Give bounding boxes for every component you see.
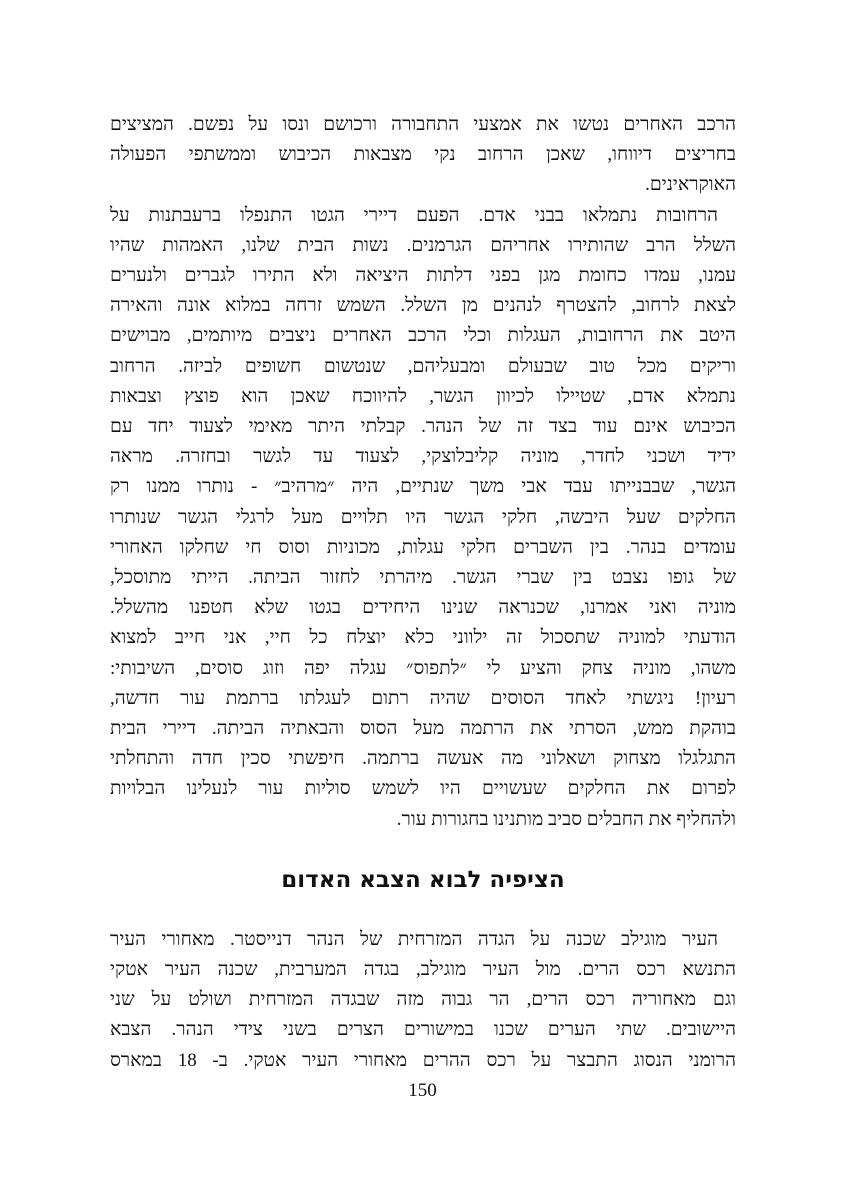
- text-line: בוהקת ממש, הסרתי את הרתמה מעל הסוס והבאתיה הביתה. דיירי הבית: [110, 718, 736, 740]
- text-line: נתמלא אדם, שטיילו לכיוון הגשר, להיווכח שאכן הוא פוצץ וצבאות: [110, 385, 736, 407]
- text-line: וריקים מכל טוב שבעולם ומבעליהם, שנטשום חשופים לביזה. הרחוב: [110, 355, 736, 377]
- paragraph-1: [110, 110, 736, 201]
- text-line: של גופו נצבט בין שברי הגשר. מיהרתי לחזור הביתה. הייתי מתוסכל,: [110, 567, 736, 589]
- text-line: היישובים. שתי הערים שכנו במישורים הצרים בשני צידי הנהר. הצבא: [110, 1019, 736, 1041]
- text-line: העיר מוגילב שכנה על הגדה המזרחית של הנהר דנייסטר. מאחורי העיר: [110, 928, 718, 950]
- text-line: עמנו, עמדו כחומת מגן בפני דלתות היציאה ולא התירו לגברים ולנערים: [110, 265, 736, 287]
- text-line: הודעתי למוניה שתסכול זה ילווני כלא יוצלח כל חיי, אני חייב למצוא: [110, 627, 736, 649]
- paragraph-3: [110, 925, 736, 1076]
- text-line: התנשא רכס הרים. מול העיר מוגילב, בגדה המערבית, שכנה העיר אטקי: [110, 959, 736, 981]
- text-line: רעיון! ניגשתי לאחד הסוסים שהיה רתום לעגלתו ברתמת עור חדשה,: [110, 687, 736, 709]
- text-line: ולהחליף את החבלים סביב מותנינו בחגורות עור.: [396, 808, 736, 830]
- text-line: השלל הרב שהותירו אחריהם הגרמנים. נשות הבית שלנו, האמהות שהיו: [110, 234, 736, 256]
- text-line: הכיבוש אינם עוד בצד זה של הנהר. קבלתי היתר מאימי לצעוד יחד עם: [110, 416, 736, 438]
- text-line: מוניה ואני אמרנו, שכנראה שנינו היחידים בגטו שלא חטפנו מהשלל.: [110, 597, 736, 619]
- text-line: התגלגלו מצחוק ושאלוני מה אעשה ברתמה. חיפשתי סכין חדה והתחלתי: [110, 748, 736, 770]
- text-line: עומדים בנהר. בין השברים חלקי עגלות, מכוניות וסוס חי שחלקו האחורי: [110, 536, 736, 558]
- text-line: האוקראינים.: [645, 174, 736, 196]
- text-line: הגשר, שבבנייתו עבד אבי משך שנתיים, היה ״מרהיב״ - נותרו ממנו רק: [110, 476, 736, 498]
- spacer: [110, 895, 736, 925]
- page-number: 150: [408, 1080, 437, 1101]
- section-heading: הציפיה לבוא הצבא האדום: [281, 866, 565, 893]
- text-line: בחריצים דיווחו, שאכן הרחוב נקי מצבאות הכיבוש וממשתפי הפעולה: [110, 144, 736, 166]
- text-line: היטב את הרחובות, העגלות וכלי הרכב האחרים ניצבים מיותמים, מבוישים: [110, 325, 736, 347]
- text-line: הרכב האחרים נטשו את אמצעי התחבורה ורכושם ונסו על נפשם. המציצים: [110, 114, 736, 135]
- text-line: הרחובות נתמלאו בבני אדם. הפעם דיירי הגטו התנפלו ברעבתנות על: [110, 204, 718, 226]
- text-line: הרומני הנסוג התבצר על רכס ההרים מאחורי העיר אטקי. ב- 18 במארס: [110, 1049, 736, 1071]
- text-line: וגם מאחוריה רכס הרים, הר גבוה מזה שבגדה המזרחית ושולט על שני: [110, 989, 736, 1011]
- paragraph-2: [110, 201, 736, 835]
- text-line: לצאת לרחוב, להצטרף לנהנים מן השלל. השמש זרחה במלוא אונה והאירה: [110, 295, 736, 317]
- text-line: משהו, מוניה צחק והציע לי ״לתפוס״ עגלה יפה וזוג סוסים, השיבותי:: [110, 657, 736, 679]
- page-body: [110, 110, 736, 1076]
- text-line: החלקים שעל היבשה, חלקי הגשר היו תלויים מעל לרגלי הגשר שנותרו: [110, 506, 736, 528]
- text-line: לפרום את החלקים שעשויים היו לשמש סוליות עור לנעלינו הבלויות: [110, 778, 736, 800]
- spacer: [110, 835, 736, 865]
- text-line: ידיד ושכני לחדר, מוניה קליבלוצקי, לצעוד עד לגשר ובחזרה. מראה: [110, 446, 736, 468]
